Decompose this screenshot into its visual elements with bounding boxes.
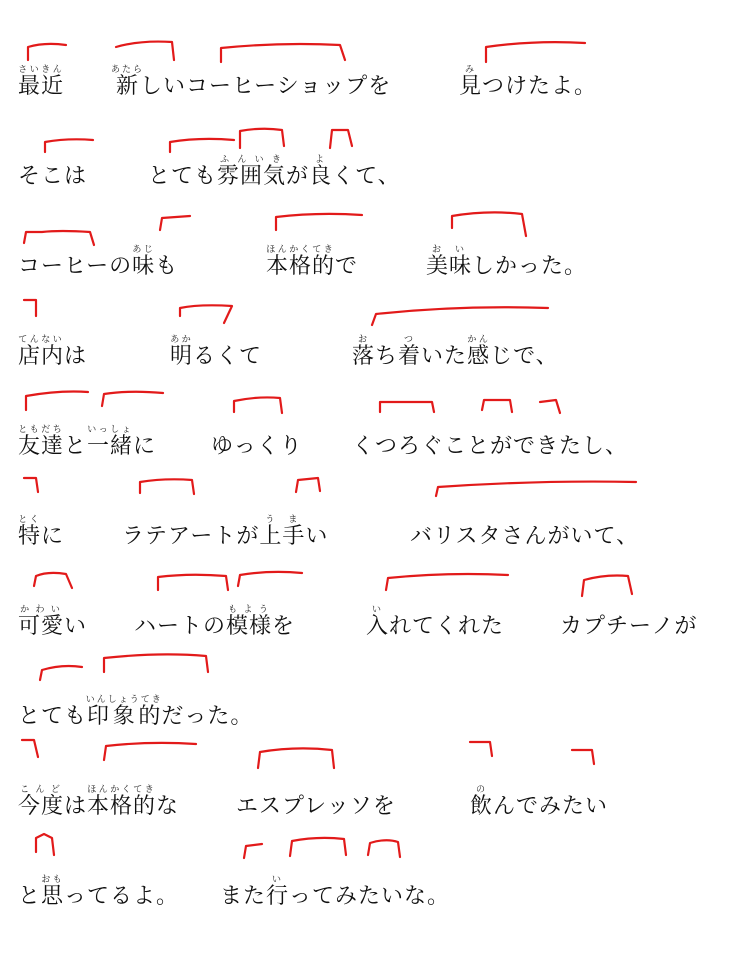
text-run: ハートの — [134, 614, 227, 639]
furigana: ともだち — [18, 425, 65, 435]
kanji: 一緒 — [87, 434, 134, 459]
phrase — [236, 794, 396, 820]
furigana: あたら — [111, 65, 145, 75]
text-run: が — [286, 164, 310, 189]
text-run: を — [272, 614, 296, 639]
kanji-with-reading — [18, 335, 65, 369]
kanji-with-reading — [459, 65, 483, 99]
text-run: ラテアートが — [122, 524, 260, 549]
text-run: とても — [18, 704, 88, 729]
kanji: 本格的 — [266, 254, 336, 279]
kanji-with-reading — [87, 785, 157, 819]
kanji: 行 — [266, 884, 290, 909]
phrase — [366, 605, 504, 640]
text-run: れてくれた — [389, 614, 505, 639]
kanji: 上手 — [259, 524, 306, 549]
text-run: で — [335, 254, 359, 279]
furigana: さいきん — [18, 65, 65, 75]
phrase — [18, 605, 87, 640]
text-line-3 — [18, 210, 718, 280]
text-run: そこは — [18, 164, 88, 189]
text-run: つけたよ。 — [482, 74, 598, 99]
kanji: 店内 — [18, 344, 65, 369]
phrase — [220, 875, 450, 910]
kanji-with-reading — [259, 515, 306, 549]
text-run: しかった。 — [472, 254, 588, 279]
kanji-with-reading — [217, 155, 287, 189]
text-run: は — [64, 344, 88, 369]
kanji-with-reading — [470, 785, 494, 819]
phrase — [18, 245, 178, 280]
furigana: の — [470, 785, 494, 795]
kanji-with-reading — [18, 65, 65, 99]
text-run: と — [64, 434, 88, 459]
phrase — [352, 335, 559, 370]
text-run: んでみたい — [493, 794, 609, 819]
kanji: 雰囲気 — [217, 164, 287, 189]
phrase — [148, 155, 401, 190]
furigana: もよう — [226, 605, 273, 615]
furigana: あじ — [132, 245, 156, 255]
phrase — [18, 164, 87, 190]
kanji: 最近 — [18, 74, 65, 99]
text-run: だった。 — [161, 704, 254, 729]
kanji: 模様 — [226, 614, 273, 639]
furigana: おも — [41, 875, 65, 885]
kanji: 感 — [467, 344, 491, 369]
text-line-2 — [18, 120, 718, 190]
text-line-6 — [18, 480, 718, 550]
text-run: いた — [421, 344, 468, 369]
phrase — [170, 335, 262, 370]
kanji-with-reading — [41, 875, 65, 909]
kanji-with-reading — [18, 515, 42, 549]
kanji-with-reading — [170, 335, 194, 369]
text-run: るくて — [193, 344, 263, 369]
text-run: しいコーヒーショップを — [140, 74, 392, 99]
furigana: よ — [309, 155, 333, 165]
phrase — [410, 524, 639, 550]
furigana: ほんかくてき — [266, 245, 336, 255]
phrase — [18, 875, 179, 910]
text-line-9 — [18, 750, 718, 820]
text-run: とても — [148, 164, 218, 189]
text-run: ち — [375, 344, 399, 369]
furigana: うま — [259, 515, 306, 525]
kanji: 落 — [352, 344, 376, 369]
kanji: 友達 — [18, 434, 65, 459]
text-run: コーヒーの — [18, 254, 133, 279]
kanji: 印象的 — [85, 704, 163, 729]
kanji-with-reading — [18, 605, 65, 639]
furigana: こんど — [18, 785, 64, 795]
phrase — [266, 245, 358, 280]
phrase — [134, 605, 295, 640]
phrase — [426, 245, 587, 280]
text-run: と — [18, 884, 42, 909]
kanji-with-reading — [226, 605, 273, 639]
text-line-7 — [18, 570, 718, 640]
phrase — [470, 785, 608, 820]
kanji-with-reading — [398, 335, 422, 369]
kanji: 飲 — [470, 794, 494, 819]
text-run: い — [305, 524, 329, 549]
text-line-4 — [18, 300, 718, 370]
text-run: エスプレッソを — [236, 794, 396, 819]
kanji-with-reading — [132, 245, 156, 279]
phrase — [352, 434, 628, 460]
text-run: は — [64, 794, 88, 819]
text-line-5 — [18, 390, 718, 460]
kanji: 本格的 — [87, 794, 157, 819]
kanji: 思 — [41, 884, 65, 909]
phrase — [211, 434, 303, 460]
phrase — [18, 425, 156, 460]
text-run: い — [64, 614, 88, 639]
text-run: ってるよ。 — [64, 884, 180, 909]
kanji: 可愛 — [18, 614, 65, 639]
text-run: バリスタさんがいて、 — [410, 524, 640, 549]
text-run: な — [156, 794, 180, 819]
kanji-with-reading — [87, 425, 134, 459]
kanji: 特 — [18, 524, 42, 549]
furigana: お — [352, 335, 376, 345]
kanji-with-reading — [426, 245, 473, 279]
phrase — [111, 65, 391, 100]
furigana: いっしょ — [87, 425, 134, 435]
kanji: 見 — [459, 74, 483, 99]
furigana: つ — [398, 335, 422, 345]
text-run: ゆっくり — [211, 434, 303, 459]
text-run: も — [155, 254, 179, 279]
kanji-with-reading — [85, 695, 163, 729]
furigana: い — [366, 605, 390, 615]
kanji-with-reading — [18, 425, 65, 459]
text-line-1 — [18, 30, 718, 100]
furigana: い — [266, 875, 290, 885]
kanji-with-reading — [309, 155, 333, 189]
phrase — [18, 785, 179, 820]
kanji: 明 — [170, 344, 194, 369]
kanji-with-reading — [111, 65, 145, 99]
text-run: ってみたいな。 — [289, 884, 451, 909]
text-run: くつろぐことができたし、 — [352, 434, 629, 459]
kanji: 良 — [309, 164, 333, 189]
furigana: ふんいき — [217, 155, 287, 165]
furigana: ほんかくてき — [87, 785, 157, 795]
kanji-with-reading — [352, 335, 376, 369]
phrase — [560, 614, 698, 640]
text-run: に — [41, 524, 65, 549]
kanji: 美味 — [426, 254, 473, 279]
text-line-8 — [18, 660, 718, 730]
kanji-with-reading — [266, 875, 290, 909]
text-run: また — [220, 884, 267, 909]
text-run: に — [133, 434, 157, 459]
text-run: カプチーノが — [560, 614, 698, 639]
kanji-with-reading — [18, 785, 65, 819]
furigana: かん — [467, 335, 491, 345]
kanji: 味 — [132, 254, 156, 279]
phrase — [18, 65, 64, 100]
furigana: とく — [18, 515, 42, 525]
phrase — [18, 515, 64, 550]
furigana: てんない — [18, 335, 65, 345]
kanji-with-reading — [266, 245, 336, 279]
kanji: 新 — [111, 74, 145, 99]
phrase — [18, 335, 87, 370]
phrase — [459, 65, 597, 100]
phrase — [122, 515, 328, 550]
kanji: 入 — [366, 614, 390, 639]
kanji-with-reading — [467, 335, 491, 369]
furigana: み — [459, 65, 483, 75]
text-line-10 — [18, 840, 718, 910]
furigana: あか — [170, 335, 194, 345]
text-run: じで、 — [490, 344, 559, 369]
text-run: くて、 — [332, 164, 401, 189]
kanji-with-reading — [366, 605, 390, 639]
phrase — [18, 695, 253, 730]
furigana: かわい — [18, 605, 64, 615]
kanji: 今度 — [18, 794, 65, 819]
kanji: 着 — [398, 344, 422, 369]
furigana: いんしょうてき — [85, 695, 163, 705]
furigana: おい — [426, 245, 473, 255]
